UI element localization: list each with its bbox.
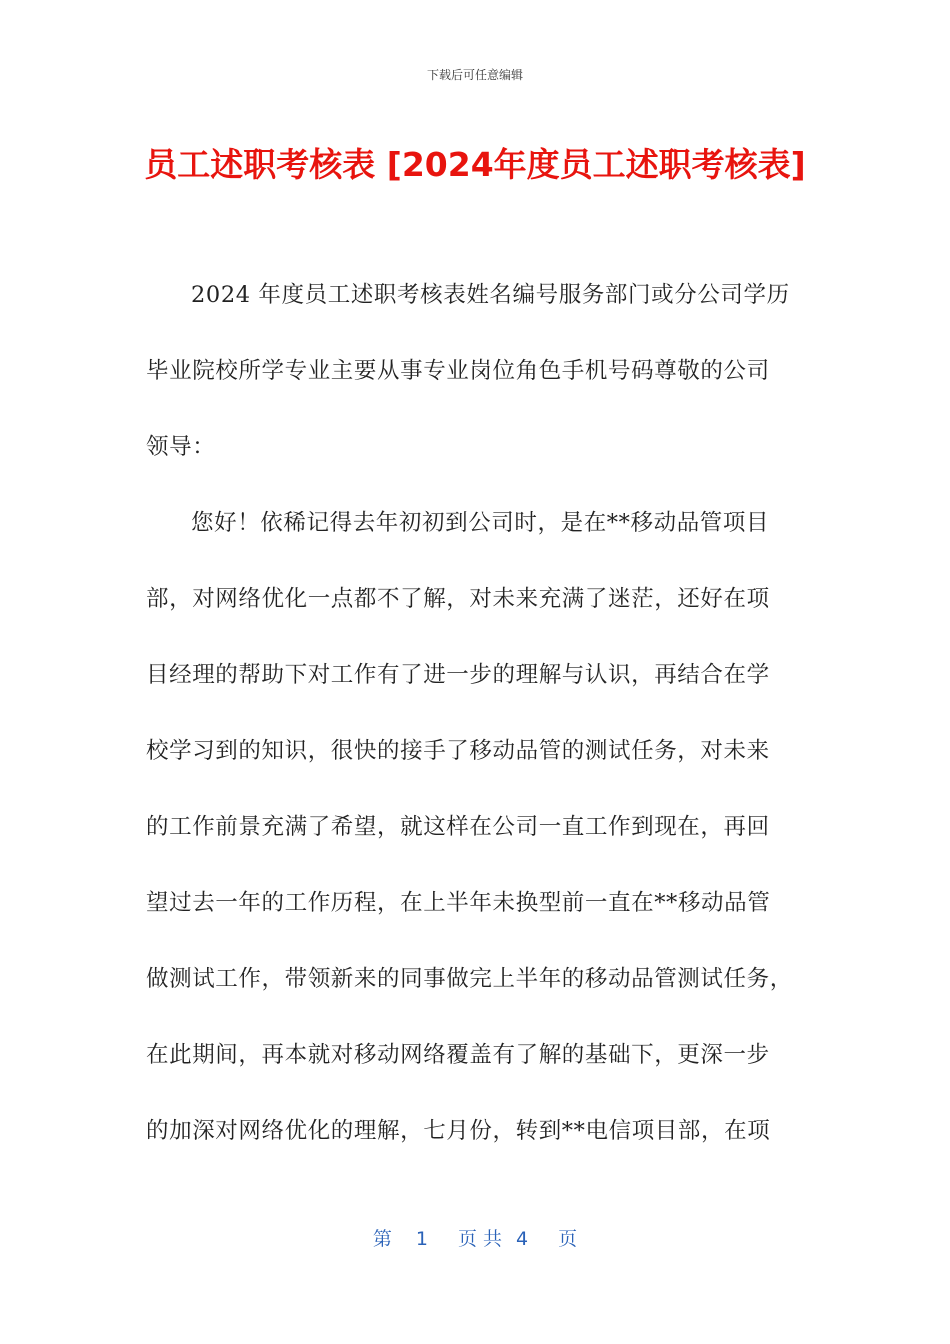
footer-total-pages: 4 [516, 1228, 529, 1250]
body-line: 校学习到的知识，很快的接手了移动品管的测试任务，对未来 [146, 738, 770, 764]
page-footer [0, 1226, 950, 1252]
body-line: 的加深对网络优化的理解，七月份，转到**电信项目部，在项 [146, 1118, 771, 1144]
body-line: 领导： [146, 434, 216, 460]
body-line: 的工作前景充满了希望，就这样在公司一直工作到现在，再回 [146, 814, 770, 840]
header-note: 下载后可任意编辑 [426, 68, 523, 82]
body-line: 望过去一年的工作历程，在上半年未换型前一直在**移动品管 [146, 890, 771, 916]
body-line: 毕业院校所学专业主要从事专业岗位角色手机号码尊敬的公司 [146, 358, 770, 384]
footer-current-page: 1 [415, 1228, 428, 1250]
body-line: 在此期间，再本就对移动网络覆盖有了解的基础下，更深一步 [146, 1042, 770, 1068]
body-line: 目经理的帮助下对工作有了进一步的理解与认识，再结合在学 [146, 662, 770, 688]
footer-label-page: 第 [372, 1228, 392, 1250]
document-title: 员工述职考核表 [2024年度员工述职考核表] [144, 145, 806, 184]
footer-label-page-of: 页 共 [457, 1228, 503, 1250]
body-line: 做测试工作，带领新来的同事做完上半年的移动品管测试任务， [146, 966, 793, 992]
document-body [146, 270, 794, 1182]
body-line: 您好！依稀记得去年初初到公司时，是在**移动品管项目 [191, 510, 770, 536]
footer-label-pages: 页 [558, 1228, 578, 1250]
body-line: 2024 年度员工述职考核表姓名编号服务部门或分公司学历 [191, 282, 790, 308]
body-line: 部，对网络优化一点都不了解，对未来充满了迷茫，还好在项 [146, 586, 770, 612]
